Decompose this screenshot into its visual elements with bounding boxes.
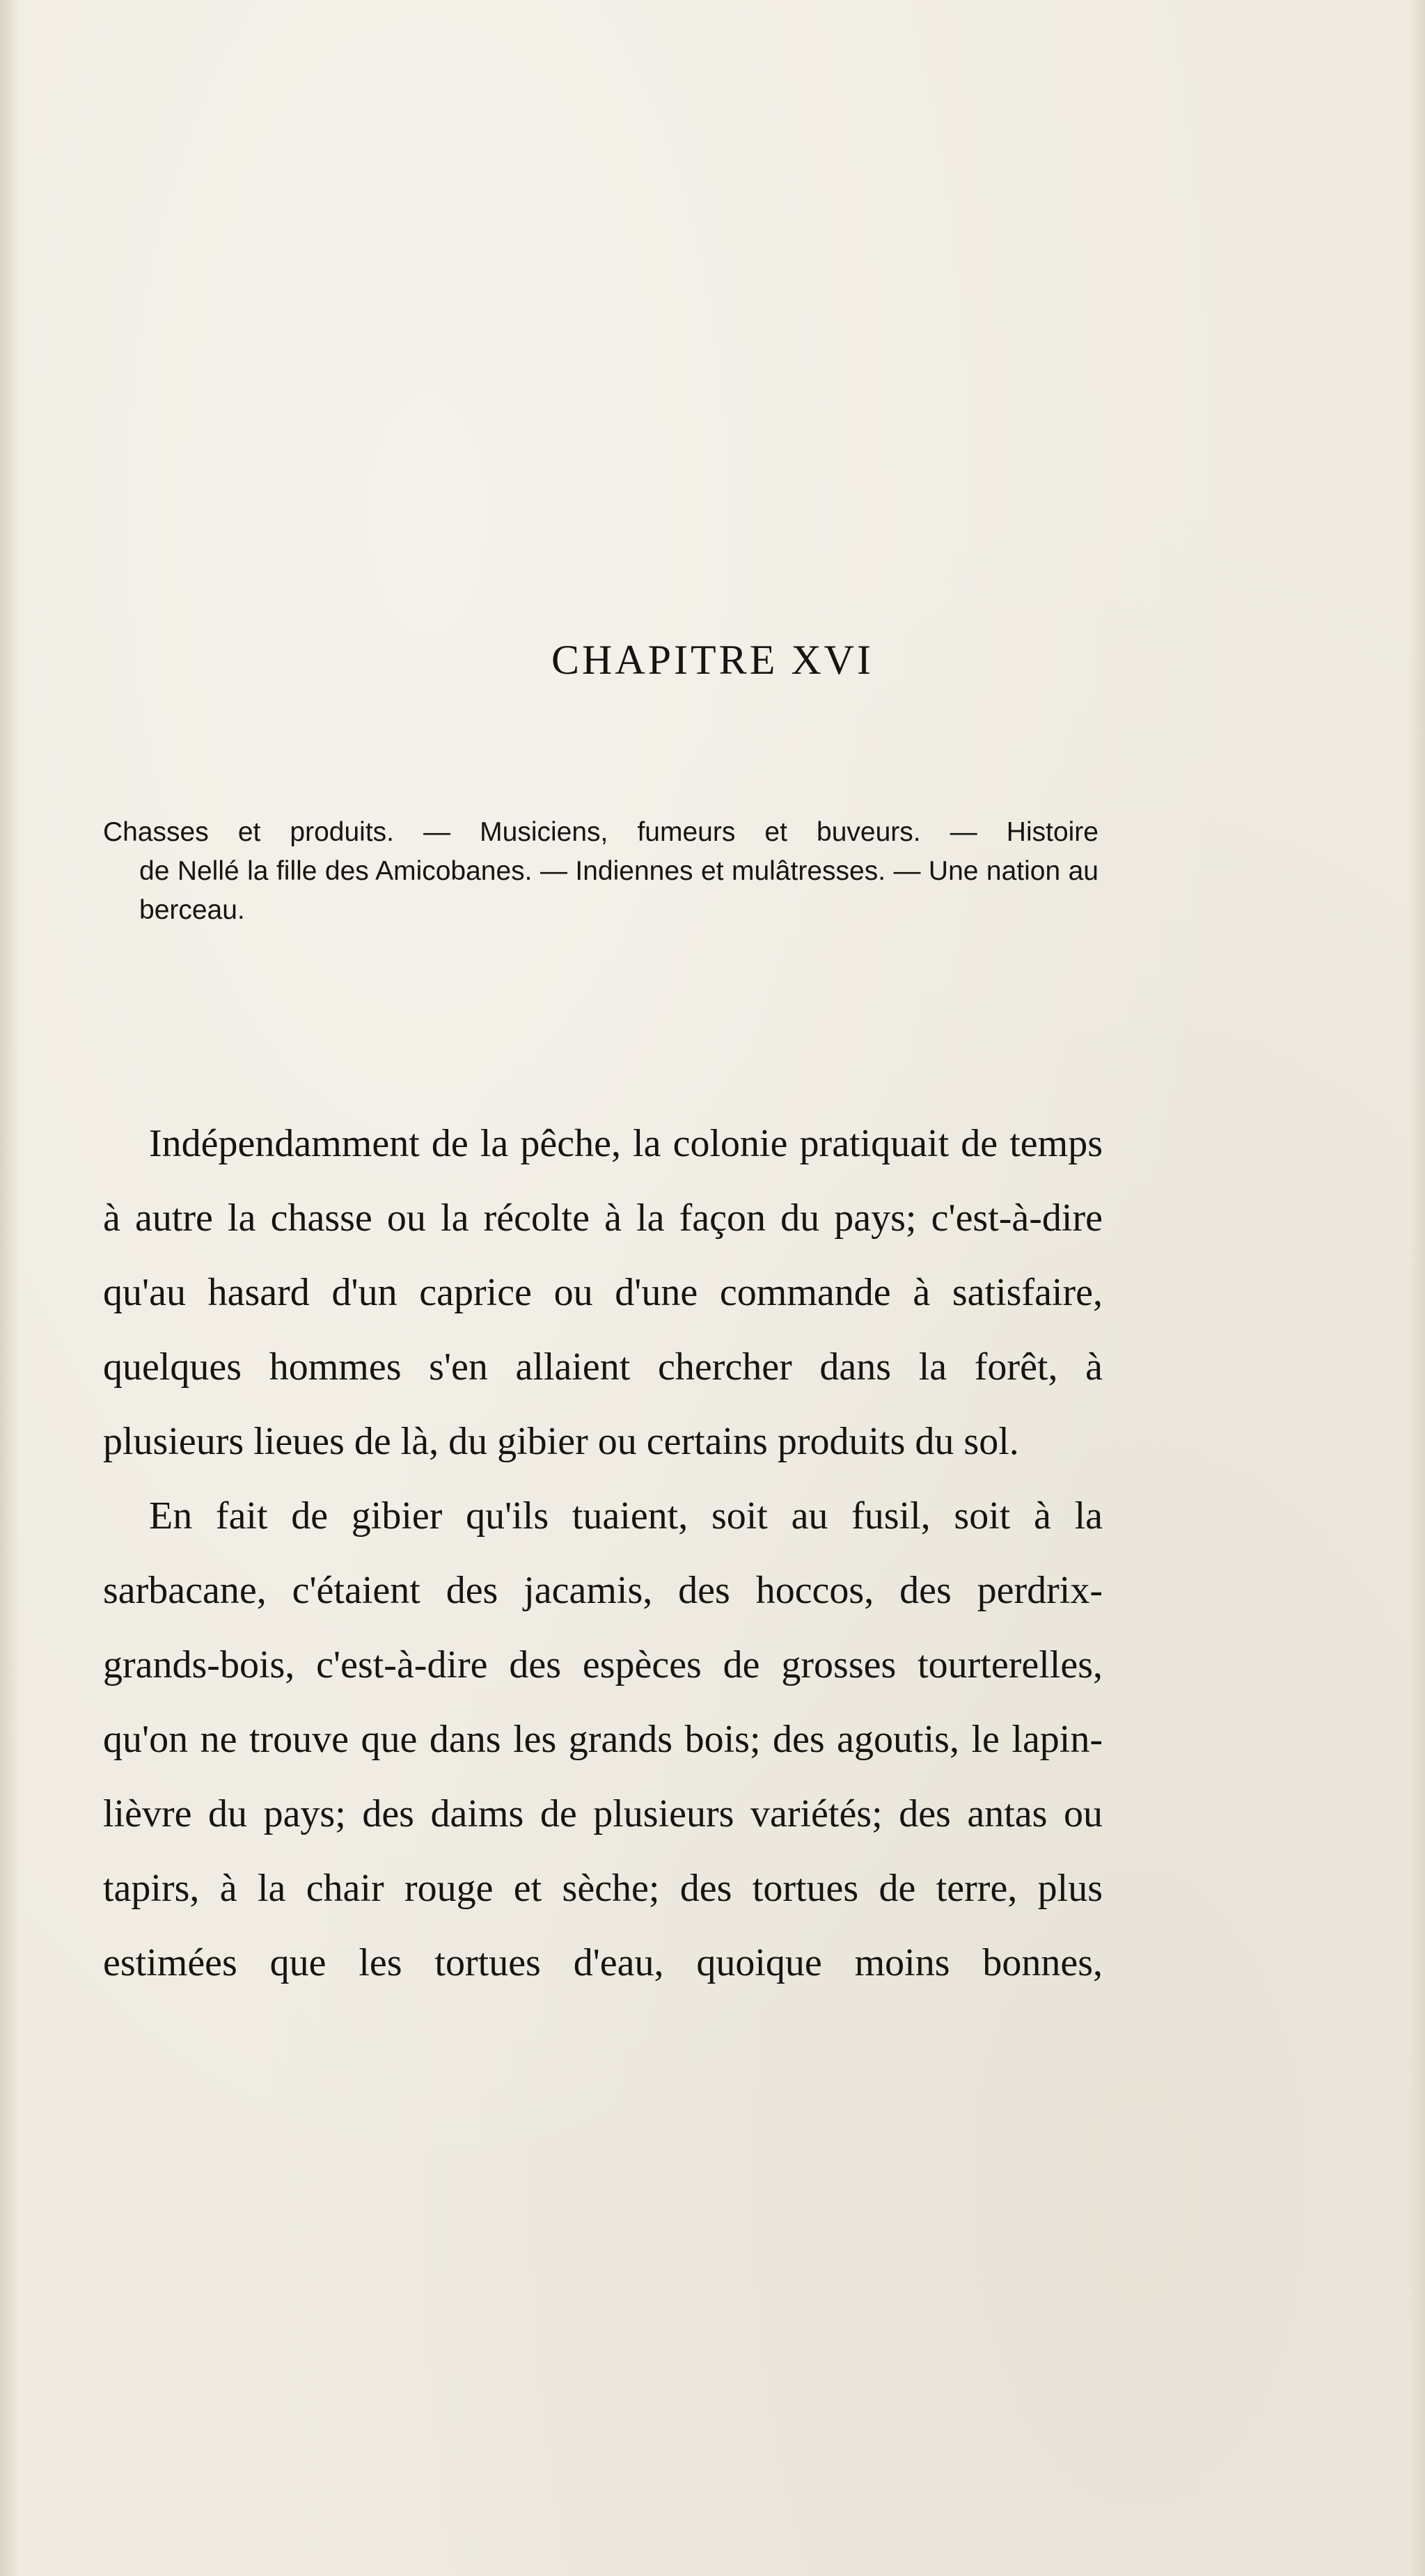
chapter-summary-continuation: de Nellé la fille des Amicobanes. — Indiennes et mulâtresses. — Une nation au berceau.	[139, 856, 1099, 925]
page-edge-shadow-right	[1408, 0, 1425, 2576]
chapter-body	[103, 1107, 1103, 2000]
body-paragraph: Indépendamment de la pêche, la colonie pratiquait de temps à autre la chasse ou la récolte à la façon du pays; c'est-à-dire qu'au hasard d'un caprice ou d'une commande à satisfaire, quelques hommes s'en allaient chercher dans la forêt, à plusieurs lieues de là, du gibier ou certains produits du sol.	[103, 1122, 1103, 1463]
chapter-summary-line: Chasses et produits. — Musiciens, fumeurs et buveurs. — Histoire	[103, 817, 1099, 847]
body-paragraph: En fait de gibier qu'ils tuaient, soit au fusil, soit à la sarbacane, c'étaient des jacamis, des hoccos, des perdrix-grands-bois, c'est-à-dire des espèces de grosses tourterelles, qu'on ne trouve que dans les grands bois; des agoutis, le lapin-lièvre du pays; des daims de plusieurs variétés; des antas ou tapirs, à la chair rouge et sèche; des tortues de terre, plus estimées que les tortues d'eau, quoique moins bonnes,	[103, 1494, 1103, 1984]
chapter-summary	[103, 813, 1099, 930]
chapter-title: CHAPITRE XVI	[551, 637, 874, 683]
page-edge-shadow-left	[0, 0, 19, 2576]
